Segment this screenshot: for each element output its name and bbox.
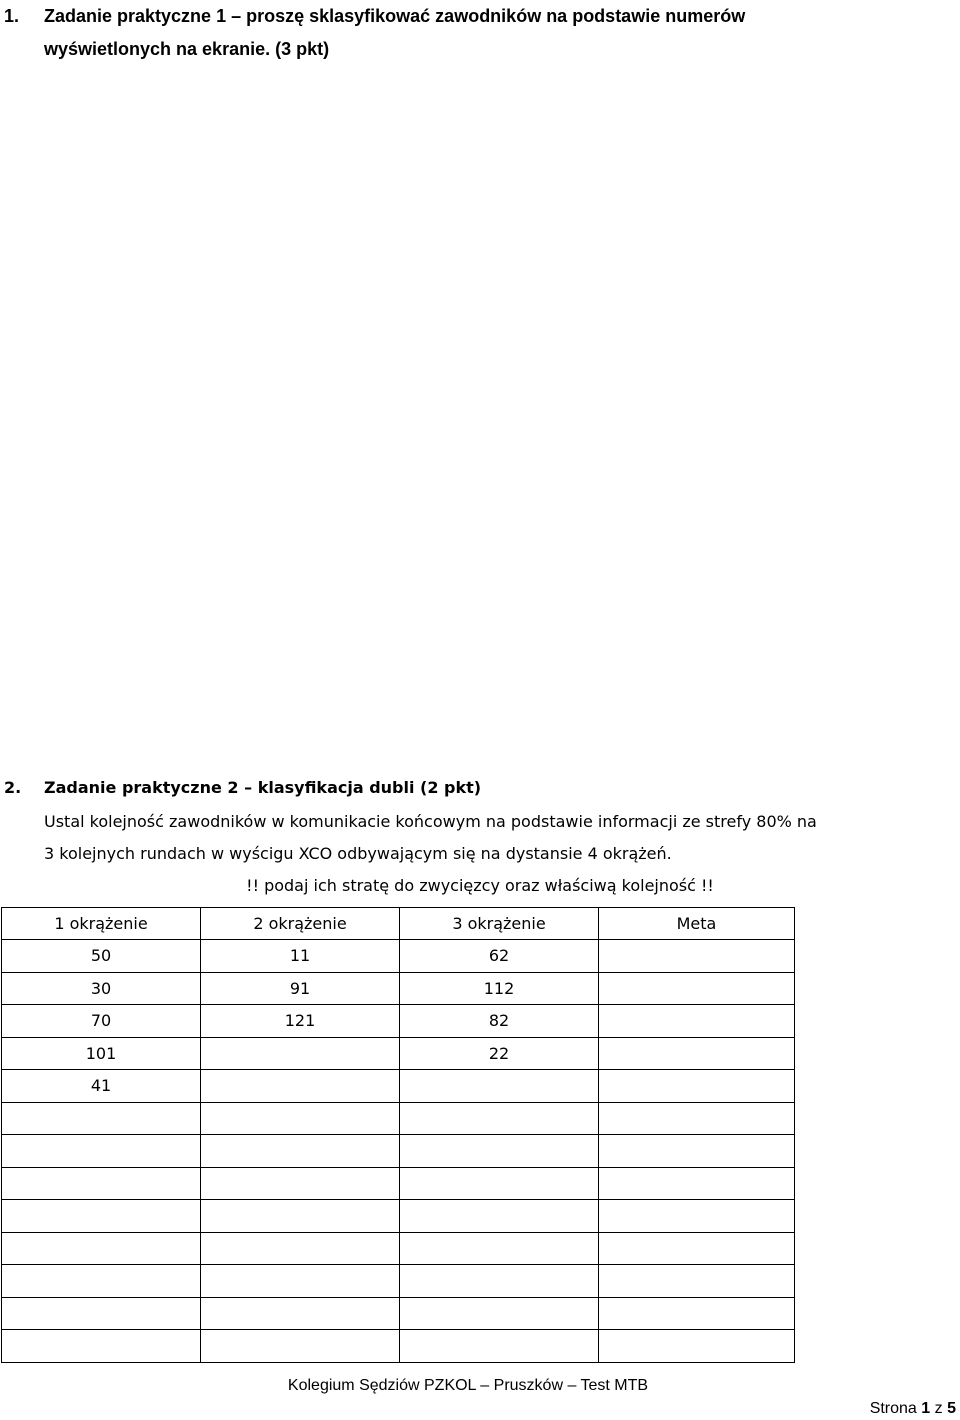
laps-table — [1, 907, 795, 1363]
table-cell — [2, 1297, 201, 1330]
table-row — [2, 1167, 795, 1200]
task1-number: 1. — [4, 6, 20, 26]
task2-paragraph-line1: Ustal kolejność zawodników w komunikacie końcowym na podstawie informacji ze strefy 80% na — [44, 812, 817, 831]
table-cell — [201, 1037, 400, 1070]
header-lap-1: 1 okrążenie — [2, 908, 201, 940]
table-cell — [400, 1200, 599, 1233]
table-cell — [2, 1102, 201, 1135]
header-lap-3: 3 okrążenie — [400, 908, 599, 940]
page-word: Strona — [869, 1400, 917, 1417]
table-cell — [599, 940, 795, 973]
table-row — [2, 972, 795, 1005]
table-cell: 22 — [400, 1037, 599, 1070]
table-row — [2, 1070, 795, 1103]
table-row — [2, 1297, 795, 1330]
table-cell — [201, 1232, 400, 1265]
table-cell — [201, 1265, 400, 1298]
table-cell: 91 — [201, 972, 400, 1005]
table-cell — [599, 1070, 795, 1103]
table-cell — [599, 1297, 795, 1330]
task2-number: 2. — [4, 778, 22, 797]
table-cell — [599, 1167, 795, 1200]
table-cell: 101 — [2, 1037, 201, 1070]
table-row — [2, 1135, 795, 1168]
table-cell — [400, 1232, 599, 1265]
table-cell: 121 — [201, 1005, 400, 1038]
page-separator: z — [934, 1400, 943, 1417]
table-cell — [2, 1232, 201, 1265]
table-cell — [2, 1330, 201, 1363]
table-cell — [201, 1167, 400, 1200]
table-cell — [400, 1102, 599, 1135]
table-cell — [599, 1232, 795, 1265]
task2-title: Zadanie praktyczne 2 – klasyfikacja dubli (2 pkt) — [44, 778, 482, 797]
table-row — [2, 1200, 795, 1233]
table-cell — [400, 1265, 599, 1298]
table-row — [2, 1232, 795, 1265]
task2-heading — [4, 772, 481, 804]
table-cell — [201, 1102, 400, 1135]
table-cell — [201, 1200, 400, 1233]
table-cell — [201, 1135, 400, 1168]
table-cell — [599, 1135, 795, 1168]
table-cell — [400, 1167, 599, 1200]
table-cell: 112 — [400, 972, 599, 1005]
table-cell: 41 — [2, 1070, 201, 1103]
table-cell — [599, 1037, 795, 1070]
table-row — [2, 1330, 795, 1363]
table-cell: 30 — [2, 972, 201, 1005]
table-cell — [2, 1200, 201, 1233]
table-cell — [599, 1200, 795, 1233]
table-row — [2, 1005, 795, 1038]
task1-line2: wyświetlonych na ekranie. (3 pkt) — [44, 39, 330, 59]
table-cell — [201, 1330, 400, 1363]
table-cell — [599, 1102, 795, 1135]
table-cell: 62 — [400, 940, 599, 973]
table-header-row — [2, 908, 795, 940]
table-cell — [400, 1135, 599, 1168]
table-cell — [400, 1070, 599, 1103]
table-cell: 70 — [2, 1005, 201, 1038]
footer-text: Kolegium Sędziów PZKOL – Pruszków – Test MTB — [287, 1377, 649, 1394]
header-lap-2: 2 okrążenie — [201, 908, 400, 940]
page-current: 1 — [921, 1400, 931, 1417]
table-cell — [2, 1135, 201, 1168]
task1-title: Zadanie praktyczne 1 – proszę sklasyfikować zawodników na podstawie numerów — [44, 6, 746, 26]
table-cell: 82 — [400, 1005, 599, 1038]
task1-block — [4, 0, 954, 66]
table-row — [2, 940, 795, 973]
header-finish: Meta — [599, 908, 795, 940]
task1-line1 — [4, 0, 954, 33]
page-number — [870, 1398, 956, 1420]
table-row — [2, 1102, 795, 1135]
task2-paragraph-line2: 3 kolejnych rundach w wyścigu XCO odbywającym się na dystansie 4 okrążeń. — [44, 844, 672, 863]
table-cell — [400, 1297, 599, 1330]
table-cell — [599, 1330, 795, 1363]
table-row — [2, 1037, 795, 1070]
table-cell — [2, 1265, 201, 1298]
page-total: 5 — [947, 1400, 956, 1417]
table-cell: 50 — [2, 940, 201, 973]
table-cell — [599, 1265, 795, 1298]
table-cell — [599, 972, 795, 1005]
table-cell — [201, 1297, 400, 1330]
table-cell — [599, 1005, 795, 1038]
table-cell — [2, 1167, 201, 1200]
table-cell — [400, 1330, 599, 1363]
table-cell: 11 — [201, 940, 400, 973]
task2-instruction: !! podaj ich stratę do zwycięzcy oraz właściwą kolejność !! — [246, 876, 714, 895]
table-cell — [201, 1070, 400, 1103]
table-row — [2, 1265, 795, 1298]
